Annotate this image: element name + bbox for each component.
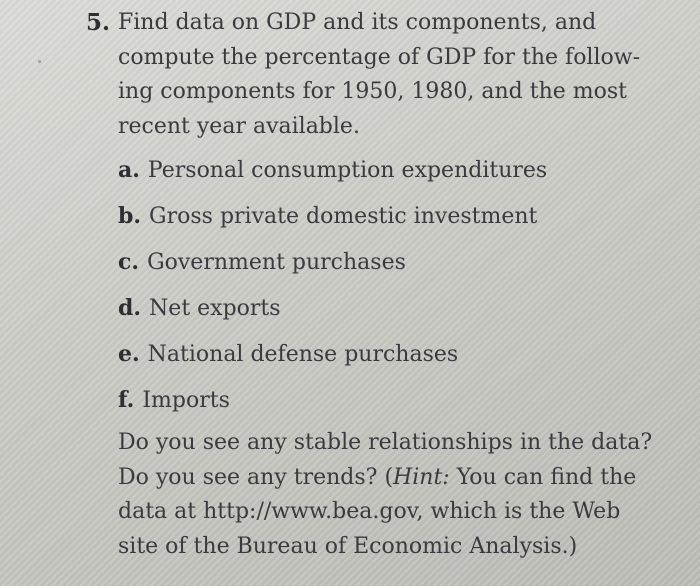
closing-line-end: You can find the [449,464,637,490]
closing-line-start: Do you see any trends? ( [118,464,394,490]
closing-line: data at http://www.bea.gov, which is the Web [118,499,621,524]
component-list [118,153,638,429]
page-speck [38,60,41,63]
item-letter: d. [118,295,142,321]
closing-line: site of the Bureau of Economic Analysis.) [118,533,578,559]
list-item-e [118,337,638,383]
item-text: National defense purchases [147,342,459,367]
closing-paragraph [118,426,678,564]
item-text: Net exports [149,296,281,321]
closing-line: Do you see any stable relationships in the data? [118,430,653,455]
item-letter: a. [118,157,140,183]
item-letter: c. [118,249,140,275]
problem-line: Find data on GDP and its components, and [118,10,597,35]
closing-line [118,461,678,496]
item-text: Gross private domestic investment [149,204,538,229]
list-item-b [118,199,638,245]
problem-line: ing components for 1950, 1980, and the most [118,79,627,104]
item-text: Imports [142,388,230,413]
item-letter: f. [118,387,135,413]
problem-line: recent year available. [118,113,360,139]
item-letter: e. [118,341,140,367]
item-text: Government purchases [147,250,406,275]
problem-line: compute the percentage of GDP for the follow- [118,44,641,70]
hint-label: Hint: [393,464,450,490]
problem-statement [118,6,658,144]
item-letter: b. [118,203,142,229]
problem-number: 5. [86,9,111,36]
item-text: Personal consumption expenditures [147,158,548,183]
list-item-a [118,153,638,199]
list-item-f [118,383,638,429]
list-item-d [118,291,638,337]
list-item-c [118,245,638,291]
